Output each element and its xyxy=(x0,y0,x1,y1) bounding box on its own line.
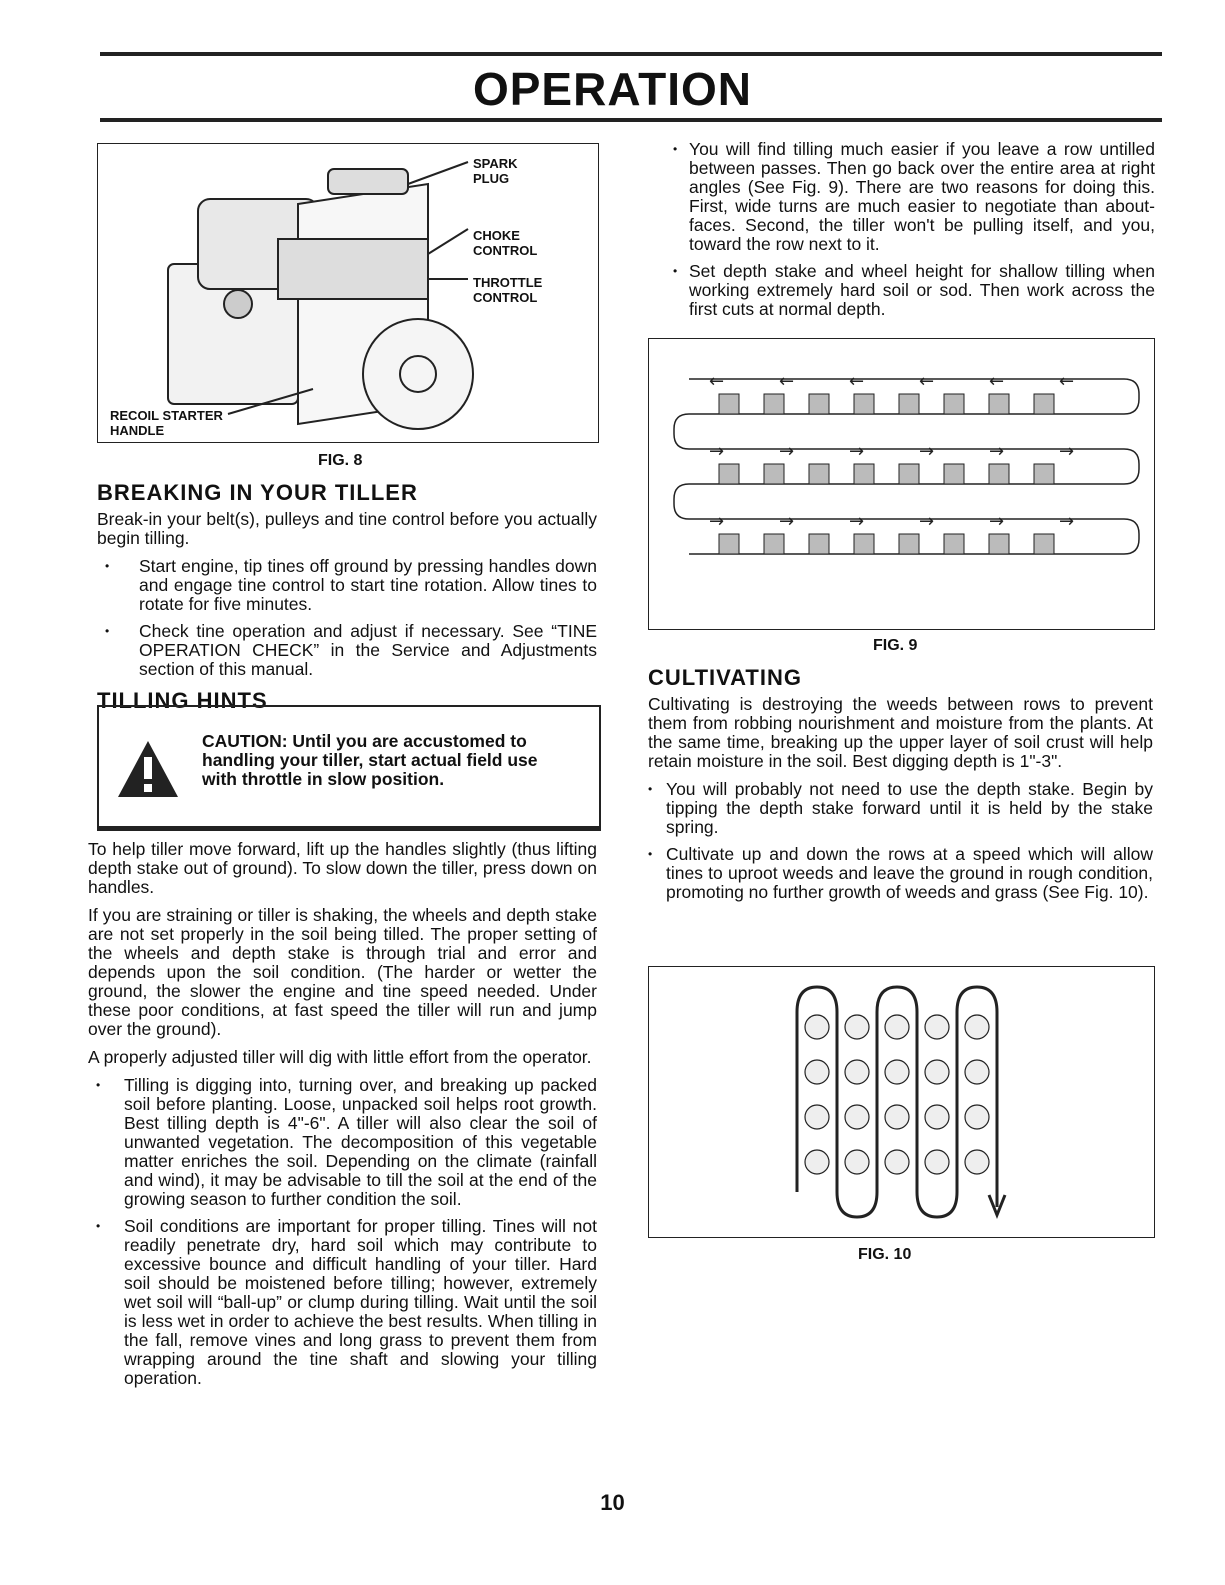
label-recoil-starter: RECOIL STARTER HANDLE xyxy=(110,408,223,438)
svg-text:→: → xyxy=(709,511,725,532)
breaking-in-bullet: • Check tine operation and adjust if necessary. See “TINE OPERATION CHECK” in the Service and Adjustments section of this manual. xyxy=(97,622,597,679)
tilling-hints-para: To help tiller move forward, lift up the handles slightly (thus lifting depth stake out of ground). To slow down the tiller, press down on handles. xyxy=(88,839,597,897)
tilling-hints-para: A properly adjusted tiller will dig with little effort from the operator. xyxy=(88,1047,592,1067)
warning-icon xyxy=(116,737,180,801)
cultivating-intro: Cultivating is destroying the weeds between rows to prevent them from robbing nourishment and moisture from the plants. At the same time, breaking up the upper layer of soil crust will help retain moisture in the soil. Best digging depth is 1"-3". xyxy=(648,694,1153,771)
svg-text:←: ← xyxy=(849,371,865,392)
label-spark-plug: SPARK PLUG xyxy=(473,156,518,186)
cultivating-bullet: • Cultivate up and down the rows at a speed which will allow tines to uproot weeds and leave the ground in rough condition, promoting no further growth of weeds and grass (See Fig. 10). xyxy=(648,845,1153,902)
svg-text:→: → xyxy=(989,441,1005,462)
svg-text:→: → xyxy=(709,441,725,462)
breaking-in-bullet: • Start engine, tip tines off ground by pressing handles down and engage tine control to start tine rotation. Allow tines to rotate for five minutes. xyxy=(97,557,597,614)
tilling-pattern-diagram xyxy=(649,339,1154,629)
top-rule xyxy=(100,52,1162,56)
svg-text:←: ← xyxy=(779,371,795,392)
fig10-illustration xyxy=(648,966,1155,1238)
fig9-illustration xyxy=(648,338,1155,630)
fig8-caption: FIG. 8 xyxy=(318,452,363,469)
caution-text: CAUTION: Until you are accustomed to handling your tiller, start actual field use with throttle in slow position. xyxy=(202,731,538,789)
svg-text:→: → xyxy=(1059,511,1075,532)
svg-text:←: ← xyxy=(919,371,935,392)
page-number: 10 xyxy=(600,1490,625,1515)
svg-text:→: → xyxy=(849,511,865,532)
title-underline xyxy=(100,118,1162,122)
tilling-hints-heading: TILLING HINTS xyxy=(97,688,268,713)
svg-text:→: → xyxy=(1059,441,1075,462)
cultivating-heading: CULTIVATING xyxy=(648,665,802,690)
breaking-in-heading: BREAKING IN YOUR TILLER xyxy=(97,480,418,505)
page-title: OPERATION xyxy=(472,63,753,115)
breaking-in-section xyxy=(97,480,597,718)
breaking-in-intro: Break-in your belt(s), pulleys and tine control before you actually begin tilling. xyxy=(97,509,597,548)
caution-box xyxy=(97,705,601,831)
svg-text:→: → xyxy=(849,441,865,462)
svg-text:←: ← xyxy=(1059,371,1075,392)
tilling-hints-para: If you are straining or tiller is shaking, the wheels and depth stake are not set properly in the soil being tilled. The proper setting of the wheels and depth stake is through trial and error and depends upon the soil condition. (The harder or wetter the ground, the slower the engine and tine speed needed. Under these poor conditions, at fast speed the tiller will run and jump over the ground). xyxy=(88,905,597,1039)
label-throttle-control: THROTTLE CONTROL xyxy=(473,275,543,305)
fig10-caption: FIG. 10 xyxy=(858,1246,912,1263)
svg-text:→: → xyxy=(919,511,935,532)
svg-text:←: ← xyxy=(989,371,1005,392)
tilling-hints-bullet: • Soil conditions are important for proper tilling. Tines will not readily penetrate dry, hard soil which may contribute to excessive bounce and difficult handling of your tiller. Hard soil should be moistened before tilling; however, extremely wet soil will “ball-up” or clump during tilling. Wait until the soil is less wet in order to achieve the best results. When tilling in the fall, remove vines and long grass to prevent them from wrapping around the tine shaft and slowing your tilling operation. xyxy=(88,1217,597,1388)
cultivating-pattern-diagram xyxy=(649,967,1154,1237)
label-choke-control: CHOKE CONTROL xyxy=(473,228,538,258)
tilling-hints-section xyxy=(88,840,597,1396)
svg-text:←: ← xyxy=(709,371,725,392)
right-top-section xyxy=(665,140,1155,327)
svg-text:→: → xyxy=(779,441,795,462)
tilling-tip-bullet: • You will find tilling much easier if you leave a row untilled between passes. Then go back over the entire area at right angles (See Fig. 9). There are two reasons for doing this. First, wide turns are much easier to negotiate than about-faces. Second, the tiller won't be pulling itself, and you, toward the row next to it. xyxy=(665,140,1155,254)
cultivating-bullet: • You will probably not need to use the depth stake. Begin by tipping the depth stake forward until it is held by the stake spring. xyxy=(648,780,1153,837)
svg-text:→: → xyxy=(919,441,935,462)
tilling-tip-bullet: • Set depth stake and wheel height for shallow tilling when working extremely hard soil or sod. Then work across the first cuts at normal depth. xyxy=(665,262,1155,319)
svg-text:→: → xyxy=(989,511,1005,532)
tilling-hints-bullet: • Tilling is digging into, turning over, and breaking up packed soil before planting. Loose, unpacked soil helps root growth. Best tilling depth is 4"-6". A tiller will also clear the soil of unwanted vegetation. The decomposition of this vegetable matter enriches the soil. Depending on the climate (rainfall and wind), it may be advisable to till the soil at the end of the growing season to further condition the soil. xyxy=(88,1076,597,1209)
fig9-caption: FIG. 9 xyxy=(873,637,918,654)
svg-text:→: → xyxy=(779,511,795,532)
fig8-illustration xyxy=(97,143,599,443)
cultivating-section xyxy=(648,665,1153,910)
